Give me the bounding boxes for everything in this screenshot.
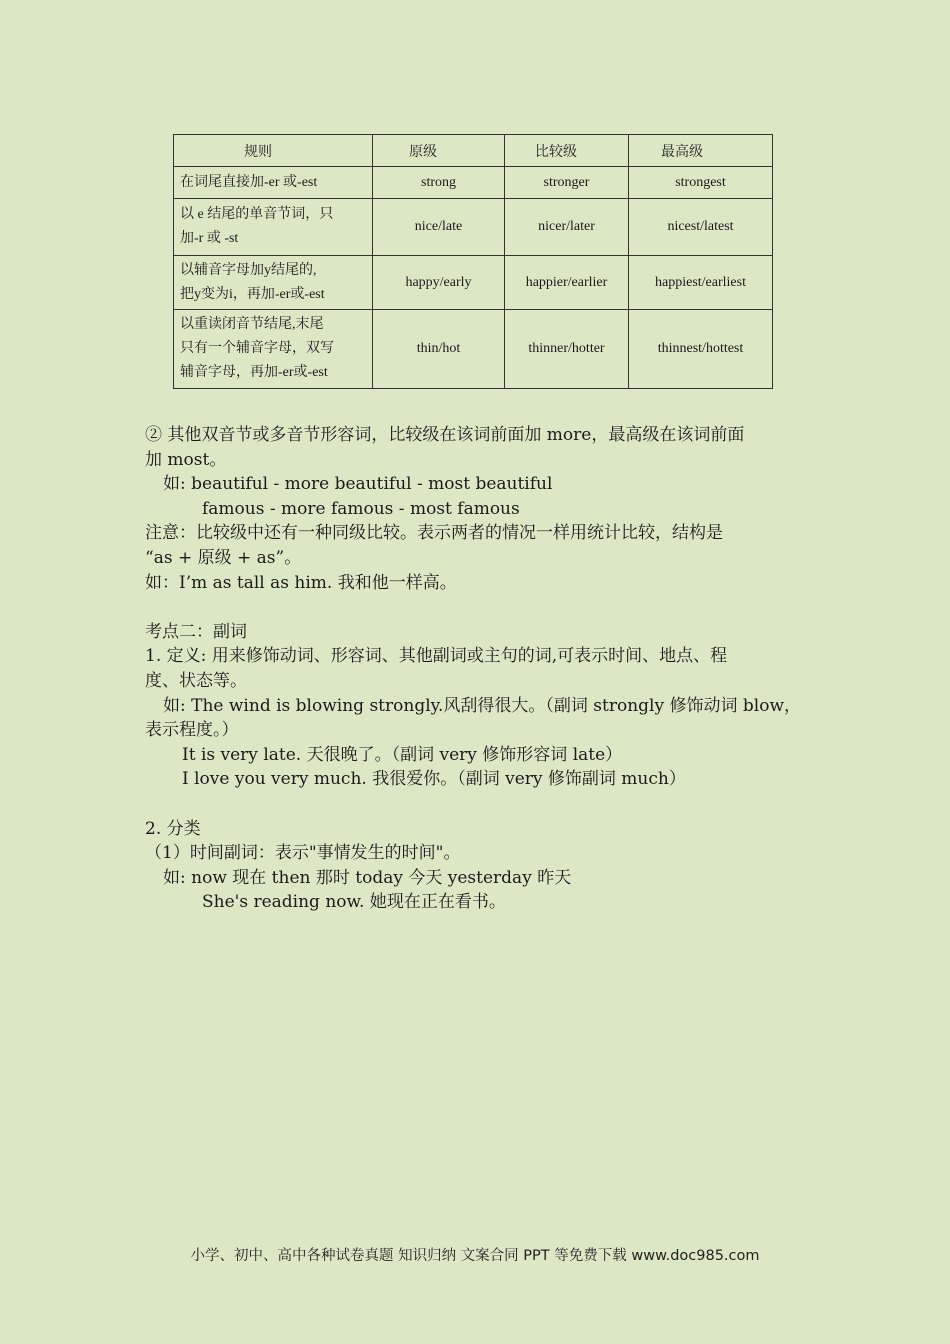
table-row	[174, 167, 773, 199]
positive-cell: strong	[373, 167, 505, 199]
superlative-cell: happiest/earliest	[629, 256, 773, 310]
superlative-cell: nicest/latest	[629, 199, 773, 256]
point2-text: ② 其他双音节或多音节形容词，比较级在该词前面加 more，最高级在该词前面	[145, 425, 745, 445]
example-sentence: She's reading now. 她现在正在看书。	[202, 892, 506, 913]
note-example: 如：I’m as tall as him. 我和他一样高。	[145, 572, 457, 593]
table-header-row	[174, 135, 773, 167]
rule-cell	[174, 167, 373, 199]
example-line: famous - more famous - most famous	[202, 498, 520, 519]
comparative-cell: thinner/hotter	[505, 310, 629, 389]
positive-cell: thin/hot	[373, 310, 505, 389]
example-line: 如: beautiful - more beautiful - most beautiful	[163, 474, 553, 495]
header-positive: 原级	[373, 135, 505, 167]
example-line: It is very late. 天很晚了。（副词 very 修饰形容词 late）	[182, 744, 623, 765]
rule-text: 把y变为i，再加-er或-est	[180, 286, 325, 302]
rule-cell	[174, 310, 373, 389]
page-footer: 小学、初中、高中各种试卷真题 知识归纳 文案合同 PPT 等免费下载 www.doc985.com	[190, 1248, 760, 1264]
positive-cell: nice/late	[373, 199, 505, 256]
rule-text: 辅音字母，再加-er或-est	[180, 365, 328, 380]
header-comparative: 比较级	[505, 135, 629, 167]
table-row	[174, 256, 773, 310]
subsection-heading: 2. 分类	[145, 818, 201, 839]
rule-text: 以 e 结尾的单音节词，只	[180, 207, 334, 222]
rule-text: 在词尾直接加-er 或-est	[180, 174, 318, 190]
rule-cell	[174, 199, 373, 256]
example-words: 如: now 现在 then 那时 today 今天 yesterday 昨天	[163, 867, 572, 888]
definition-text: 1. 定义: 用来修饰动词、形容词、其他副词或主句的词,可表示时间、地点、程	[145, 646, 728, 667]
table-row	[174, 199, 773, 256]
comparison-rules-table	[173, 134, 773, 389]
comparative-cell: nicer/later	[505, 199, 629, 256]
comparative-cell: happier/earlier	[505, 256, 629, 310]
table-row	[174, 310, 773, 389]
rule-text: 以辅音字母加y结尾的,	[180, 262, 317, 278]
example-line: 如: The wind is blowing strongly.风刮得很大。（副词 strongly 修饰动词 blow，	[163, 695, 801, 716]
note-text-cont: “as + 原级 + as”。	[145, 547, 302, 568]
superlative-cell: strongest	[629, 167, 773, 199]
point2-text-cont: 加 most。	[145, 449, 227, 470]
rule-cell	[174, 256, 373, 310]
example-line: I love you very much. 我很爱你。（副词 very 修饰副词 much）	[182, 769, 686, 790]
note-text: 注意：比较级中还有一种同级比较。表示两者的情况一样用统计比较，结构是	[145, 523, 723, 544]
superlative-cell: thinnest/hottest	[629, 310, 773, 389]
section-heading: 考点二：副词	[145, 621, 247, 642]
rule-text: 加-r 或 -st	[180, 231, 239, 246]
header-rule: 规则	[174, 135, 373, 167]
definition-text-cont: 度、状态等。	[145, 670, 247, 691]
comparative-cell: stronger	[505, 167, 629, 199]
example-line-cont: 表示程度。）	[145, 720, 239, 741]
rule-text: 以重读闭音节结尾,末尾	[180, 317, 324, 332]
header-superlative: 最高级	[629, 135, 773, 167]
category-heading: （1）时间副词：表示"事情发生的时间"。	[145, 843, 461, 864]
adjective-rules-section	[145, 423, 815, 915]
rule-text: 只有一个辅音字母，双写	[180, 341, 334, 356]
positive-cell: happy/early	[373, 256, 505, 310]
